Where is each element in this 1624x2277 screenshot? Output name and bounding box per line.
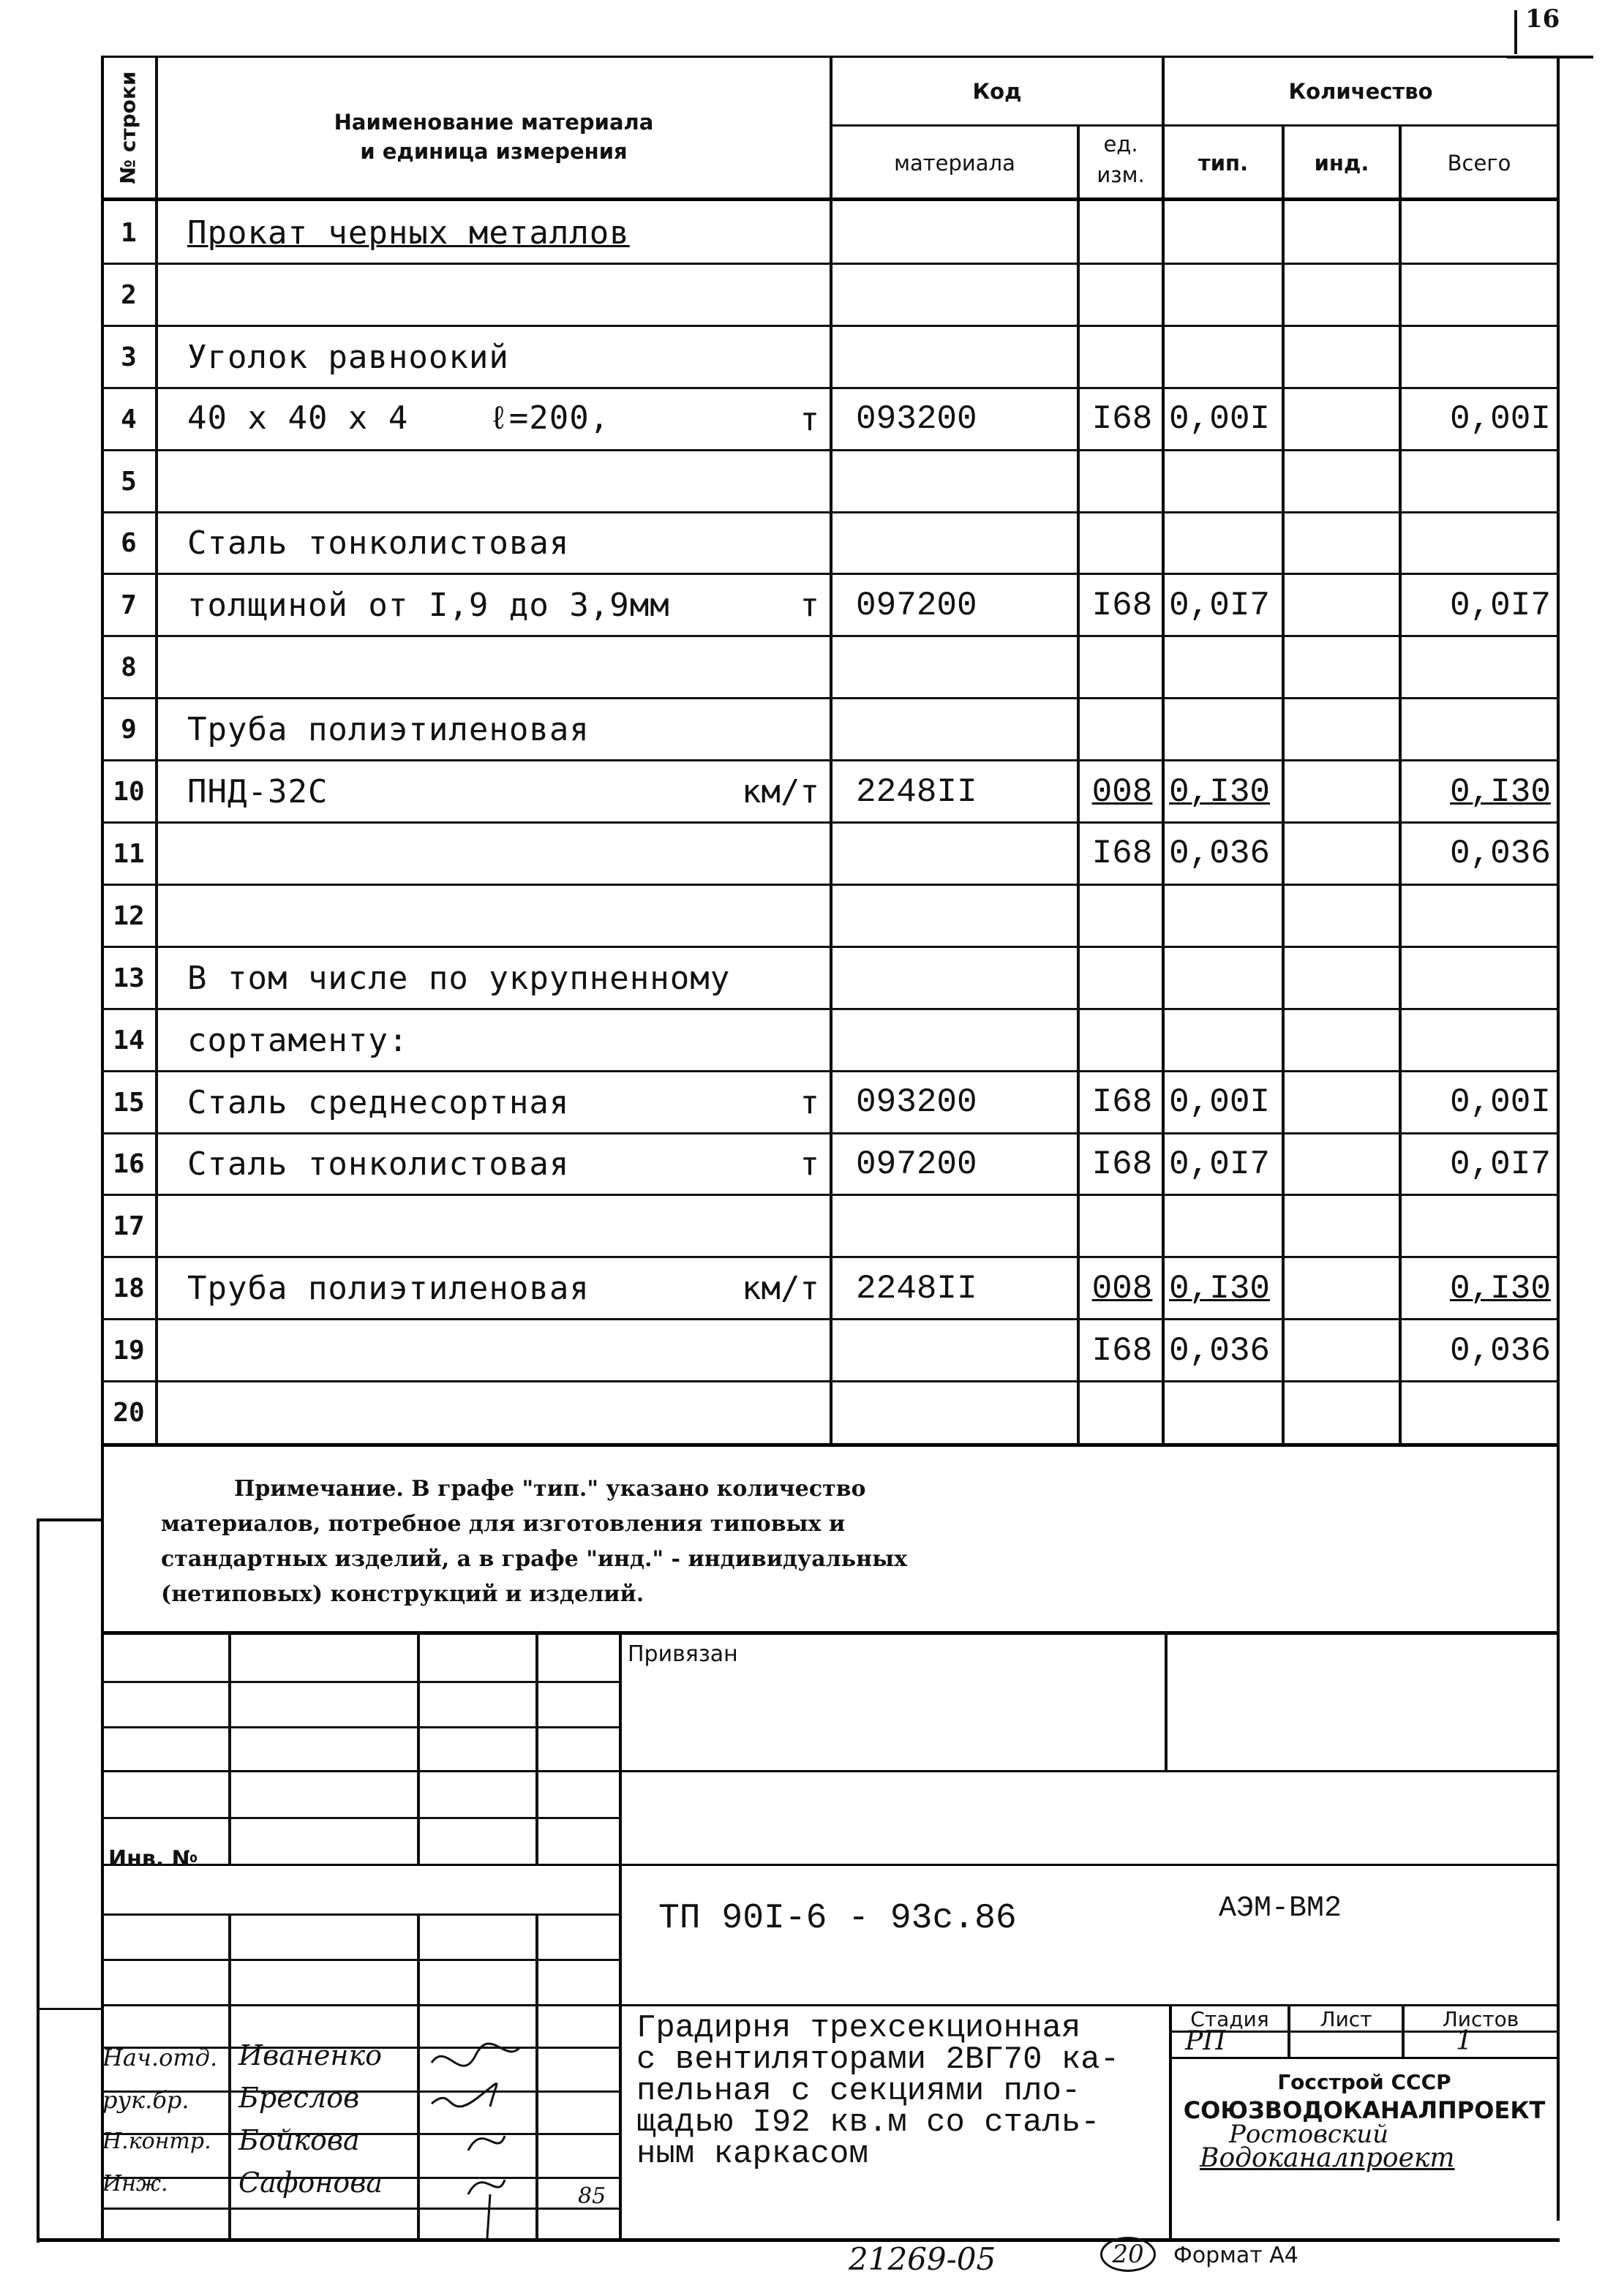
header-bottom: [101, 197, 1560, 201]
row-divider: [101, 1008, 1560, 1010]
qty-typ: 0,00I: [1169, 400, 1271, 439]
row-number: 20: [113, 1398, 145, 1429]
qty-typ: [1169, 328, 1282, 386]
signer-name: Бреслов: [238, 2082, 360, 2114]
unit-label: т: [800, 587, 819, 625]
stamp-row: [101, 1913, 622, 1916]
qty-typ: 0,036: [1169, 1331, 1271, 1370]
qty-typ: 0,I30: [1169, 772, 1271, 811]
unit-label: т: [800, 400, 819, 438]
qty-ind: [1287, 1384, 1396, 1442]
material-name: сортаменту:: [187, 1021, 409, 1059]
qty-total: 0,036: [1449, 835, 1551, 873]
qty-typ: 0,0I7: [1169, 1145, 1271, 1183]
page-mark: 16: [1525, 4, 1560, 34]
stamp-col: [228, 1631, 231, 1865]
row-number: 11: [113, 838, 145, 869]
qty-typ: [1169, 949, 1282, 1007]
org-line-3: Ростовский: [1229, 2120, 1389, 2149]
unit-code: [1083, 328, 1162, 386]
qty-ind: [1287, 1074, 1396, 1132]
side-strip-mid: [37, 2008, 104, 2010]
stage-value: РП: [1185, 2026, 1226, 2056]
row-divider: [101, 697, 1560, 699]
title-line: с вентиляторами 2ВГ70 ка-: [636, 2041, 1120, 2078]
material-name: В том числе по укрупненному: [187, 959, 731, 997]
qty-ind: [1287, 1012, 1396, 1069]
unit-label: [688, 887, 819, 945]
qty-total: [1405, 1012, 1551, 1069]
unit-code: [1083, 1197, 1162, 1255]
qty-typ: 0,00I: [1169, 1083, 1271, 1122]
unit-code: [1083, 639, 1162, 696]
row-divider: [101, 1194, 1560, 1196]
qty-typ: [1169, 701, 1282, 759]
row-number: 15: [113, 1087, 145, 1118]
note-line-3: стандартных изделий, а в графе "инд." - индивидуальных: [161, 1546, 908, 1572]
frame-left: [101, 1445, 104, 2240]
material-name: толщиной от I,9 до 3,9мм: [187, 587, 670, 625]
signer-role: рук.бр.: [102, 2086, 189, 2114]
corner-tick: [1514, 10, 1517, 54]
qty-typ: 0,I30: [1169, 1269, 1271, 1308]
row-number: 5: [121, 466, 137, 497]
inv-label: Инв. №: [108, 1846, 198, 1872]
qty-typ: [1169, 639, 1282, 696]
qty-total: 0,I30: [1449, 772, 1551, 811]
row-number: 6: [121, 528, 137, 559]
signer-role: Н.контр.: [102, 2129, 211, 2154]
material-code: [856, 949, 1068, 1007]
side-strip-top: [37, 1518, 104, 1521]
unit-code: I68: [1091, 835, 1153, 873]
row-divider: [101, 821, 1560, 824]
stamp-row: [101, 1681, 622, 1683]
material-name: [187, 1322, 699, 1380]
archive-number: 21269-05: [849, 2241, 996, 2277]
frame-bottom: [37, 2238, 1560, 2242]
material-name: Сталь тонколистовая: [187, 524, 570, 562]
title-line: щадью I92 кв.м со сталь-: [636, 2104, 1100, 2141]
signature-2: [432, 2084, 497, 2107]
org-line-1: Госстрой СССР: [1277, 2070, 1451, 2094]
unit-label: [688, 825, 819, 883]
unit-code: [1083, 1012, 1162, 1069]
rownum-header-label: № строки: [116, 70, 140, 184]
material-name: [187, 1197, 699, 1255]
col-unit-header-2: изм.: [1097, 162, 1145, 187]
material-name: [187, 453, 699, 511]
qty-ind: [1287, 1322, 1396, 1380]
material-name: Труба полиэтиленовая: [187, 1270, 590, 1308]
circle-number: 20: [1100, 2237, 1156, 2272]
org-line-4: Водоканалпроект: [1200, 2143, 1455, 2173]
qty-ind: [1287, 887, 1396, 945]
row-divider: [101, 946, 1560, 948]
stamp-col: [535, 1631, 538, 1865]
qty-typ: [1169, 1384, 1282, 1442]
qty-typ: 0,0I7: [1169, 586, 1271, 625]
table-border-bottom: [101, 1443, 1560, 1447]
doc-mark: АЭМ-ВМ2: [1219, 1892, 1342, 1925]
row-divider: [101, 263, 1560, 265]
qty-typ: [1169, 1012, 1282, 1069]
unit-label: [688, 328, 819, 386]
row-number: 18: [113, 1273, 145, 1304]
material-code: [856, 1012, 1068, 1069]
qty-total: [1405, 639, 1551, 696]
frame-right: [1557, 1445, 1560, 2221]
qty-typ: [1169, 515, 1282, 573]
material-code: 097200: [856, 586, 977, 625]
qty-ind: [1287, 266, 1396, 324]
material-name: 40 x 40 x 4 ℓ=200,: [187, 399, 610, 437]
material-code: 093200: [856, 1083, 977, 1122]
qty-total: [1405, 328, 1551, 386]
signature-4: [468, 2180, 505, 2238]
qty-ind: [1287, 204, 1396, 262]
material-code: [856, 1384, 1068, 1442]
qty-total: [1405, 701, 1551, 759]
unit-label: [688, 1197, 819, 1255]
sheets-label: Листов: [1442, 2007, 1519, 2031]
row-number: 12: [113, 900, 145, 931]
note-line-1: Примечание. В графе "тип." указано количество: [234, 1476, 866, 1502]
row-number: 9: [121, 715, 137, 745]
note-line-4: (нетиповых) конструкций и изделий.: [161, 1581, 644, 1607]
stamp-row: [101, 1959, 622, 1961]
unit-code: [1083, 701, 1162, 759]
material-code: 2248II: [856, 1269, 977, 1308]
qty-ind: [1287, 639, 1396, 696]
unit-label: км/т: [742, 1270, 819, 1308]
qty-ind: [1287, 391, 1396, 448]
unit-code: I68: [1091, 400, 1153, 439]
material-code: [856, 825, 1068, 883]
row-divider: [101, 1380, 1560, 1382]
row-divider: [101, 573, 1560, 575]
qty-total: [1405, 266, 1551, 324]
signer-name: Иваненко: [238, 2039, 383, 2071]
unit-code: [1083, 1384, 1162, 1442]
material-code: 2248II: [856, 772, 977, 811]
row-number: 2: [121, 279, 137, 310]
row-number: 16: [113, 1149, 145, 1180]
qty-ind: [1287, 453, 1396, 511]
material-name: Сталь тонколистовая: [187, 1145, 570, 1183]
stamp-col: [417, 1631, 420, 1865]
qty-typ: 0,036: [1169, 835, 1271, 873]
unit-code: 008: [1091, 772, 1153, 811]
row-divider: [101, 635, 1560, 637]
qty-ind: [1287, 1197, 1396, 1255]
unit-code: [1083, 515, 1162, 573]
material-name: Уголок равноокий: [187, 338, 509, 376]
privyazan-label: Привязан: [628, 1641, 738, 1667]
row-divider: [101, 1318, 1560, 1320]
material-name: [187, 639, 699, 696]
row-divider: [101, 387, 1560, 389]
unit-label: [688, 515, 819, 573]
row-number: 3: [121, 342, 137, 372]
row-number: 17: [113, 1211, 145, 1242]
year-fragment: 85: [578, 2183, 606, 2209]
unit-label: [688, 204, 819, 262]
qty-total: [1405, 515, 1551, 573]
stamp-top: [101, 1631, 1560, 1635]
qty-total: [1405, 1384, 1551, 1442]
qty-ind: [1287, 1136, 1396, 1194]
material-name: ПНД-32С: [187, 773, 328, 811]
unit-code: I68: [1091, 1145, 1153, 1183]
unit-code: [1083, 887, 1162, 945]
qty-total: 0,036: [1449, 1331, 1551, 1370]
header-divider: [830, 124, 1560, 127]
material-name: Прокат черных металлов: [187, 214, 630, 252]
qty-total: 0,00I: [1449, 1083, 1551, 1122]
material-code: [856, 1322, 1068, 1380]
unit-label: км/т: [742, 773, 819, 811]
qty-total: [1405, 453, 1551, 511]
signature-1: [432, 2044, 519, 2066]
row-divider: [101, 325, 1560, 327]
stamp-row: [101, 1817, 622, 1819]
material-code: [856, 1197, 1068, 1255]
qty-ind: [1287, 576, 1396, 634]
stamp-col: [1165, 1631, 1168, 1770]
material-name: [187, 266, 699, 324]
signer-role: Инж.: [102, 2171, 168, 2197]
qty-typ: [1169, 266, 1282, 324]
qty-typ: [1169, 453, 1282, 511]
qty-total: [1405, 887, 1551, 945]
signer-name: Бойкова: [238, 2124, 360, 2156]
unit-label: т: [800, 1083, 819, 1121]
row-divider: [101, 1256, 1560, 1258]
unit-label: [688, 1322, 819, 1380]
row-number: 14: [113, 1025, 145, 1055]
qty-total: [1405, 1197, 1551, 1255]
col-divider: [1399, 126, 1402, 1445]
unit-label: [688, 1012, 819, 1069]
unit-label: [688, 266, 819, 324]
unit-code: [1083, 453, 1162, 511]
col-divider: [1282, 126, 1285, 1445]
unit-code: 008: [1091, 1269, 1153, 1308]
row-number: 8: [121, 652, 137, 683]
material-code: [856, 266, 1068, 324]
material-code: [856, 204, 1068, 262]
org-line-2: СОЮЗВОДОКАНАЛПРОЕКТ: [1183, 2096, 1546, 2124]
material-code: 097200: [856, 1145, 977, 1183]
qty-ind: [1287, 328, 1396, 386]
qty-ind: [1287, 949, 1396, 1007]
stamp-row: [101, 1726, 622, 1728]
qty-typ: [1169, 204, 1282, 262]
stamp-row: [101, 2004, 1560, 2006]
title-line: ным каркасом: [636, 2136, 868, 2172]
qty-ind: [1287, 763, 1396, 821]
unit-label: [688, 639, 819, 696]
signatures: [417, 2033, 622, 2253]
row-number: 7: [121, 590, 137, 621]
unit-label: [688, 1384, 819, 1442]
sheet-label: Лист: [1320, 2007, 1372, 2031]
side-strip-left: [37, 1518, 40, 2243]
qty-ind: [1287, 1260, 1396, 1317]
col-typ-header: тип.: [1198, 151, 1249, 176]
qty-ind: [1287, 825, 1396, 883]
signer-name: Сафонова: [238, 2167, 383, 2199]
material-code: 093200: [856, 400, 977, 439]
signer-role: Нач.отд.: [102, 2044, 218, 2071]
col-material-header: материала: [894, 151, 1015, 176]
unit-code: [1083, 204, 1162, 262]
title-line: Градирня трехсекционная: [636, 2010, 1081, 2047]
material-code: [856, 453, 1068, 511]
qty-total: 0,I30: [1449, 1269, 1551, 1308]
name-header-line1: Наименование материала: [334, 110, 654, 135]
col-divider: [1077, 126, 1080, 1445]
stamp-row: [1169, 2057, 1560, 2059]
qty-total: 0,0I7: [1449, 586, 1551, 625]
unit-label: [688, 701, 819, 759]
qty-total: 0,00I: [1449, 400, 1551, 439]
col-unit-header-1: ед.: [1103, 132, 1138, 157]
row-number: 10: [113, 777, 145, 808]
stage-label: Стадия: [1190, 2007, 1269, 2031]
doc-code: ТП 90I-6 - 93с.86: [658, 1899, 1017, 1938]
row-divider: [101, 1070, 1560, 1072]
qty-typ: [1169, 1197, 1282, 1255]
row-divider: [101, 884, 1560, 886]
material-name: Труба полиэтиленовая: [187, 711, 590, 749]
stamp-row: [101, 1864, 1560, 1866]
row-divider: [101, 511, 1560, 513]
code-group-header: Код: [972, 79, 1022, 104]
unit-code: I68: [1091, 586, 1153, 625]
row-number: 4: [121, 404, 137, 434]
row-divider: [101, 1132, 1560, 1134]
qty-total: [1405, 204, 1551, 262]
unit-code: [1083, 266, 1162, 324]
material-code: [856, 515, 1068, 573]
material-name: [187, 825, 699, 883]
note-text: [161, 1472, 1010, 1612]
sheets-value: 1: [1456, 2026, 1473, 2056]
material-name: [187, 887, 699, 945]
material-name: [187, 1384, 699, 1442]
table-border-top: [101, 56, 1560, 58]
name-header-line2: и единица измерения: [360, 139, 628, 164]
row-divider: [101, 449, 1560, 451]
row-number: 1: [121, 217, 137, 248]
doc-title: [636, 2010, 1163, 2172]
stamp-row: [101, 1770, 1560, 1772]
rownum-header: [101, 56, 155, 199]
row-number: 19: [113, 1336, 145, 1366]
qty-ind: [1287, 701, 1396, 759]
unit-label: т: [800, 1145, 819, 1183]
col-total-header: Всего: [1447, 151, 1511, 176]
title-line: пельная с секциями пло-: [636, 2073, 1081, 2109]
qty-total: [1405, 949, 1551, 1007]
row-number: 13: [113, 963, 145, 993]
unit-label: [688, 949, 819, 1007]
material-code: [856, 701, 1068, 759]
material-code: [856, 328, 1068, 386]
material-code: [856, 639, 1068, 696]
qty-group-header: Количество: [1288, 79, 1433, 104]
qty-ind: [1287, 515, 1396, 573]
qty-total: 0,0I7: [1449, 1145, 1551, 1183]
unit-code: I68: [1091, 1083, 1153, 1122]
unit-code: [1083, 949, 1162, 1007]
material-code: [856, 887, 1068, 945]
qty-typ: [1169, 887, 1282, 945]
format-label: Формат А4: [1173, 2243, 1298, 2268]
note-line-2: материалов, потребное для изготовления типовых и: [161, 1511, 846, 1537]
material-name: Сталь среднесортная: [187, 1083, 570, 1121]
unit-code: I68: [1091, 1331, 1153, 1370]
row-divider: [101, 759, 1560, 761]
unit-label: [688, 453, 819, 511]
stamp-col: [228, 1913, 231, 2240]
col-ind-header: инд.: [1314, 151, 1369, 176]
signature-3: [468, 2136, 505, 2150]
